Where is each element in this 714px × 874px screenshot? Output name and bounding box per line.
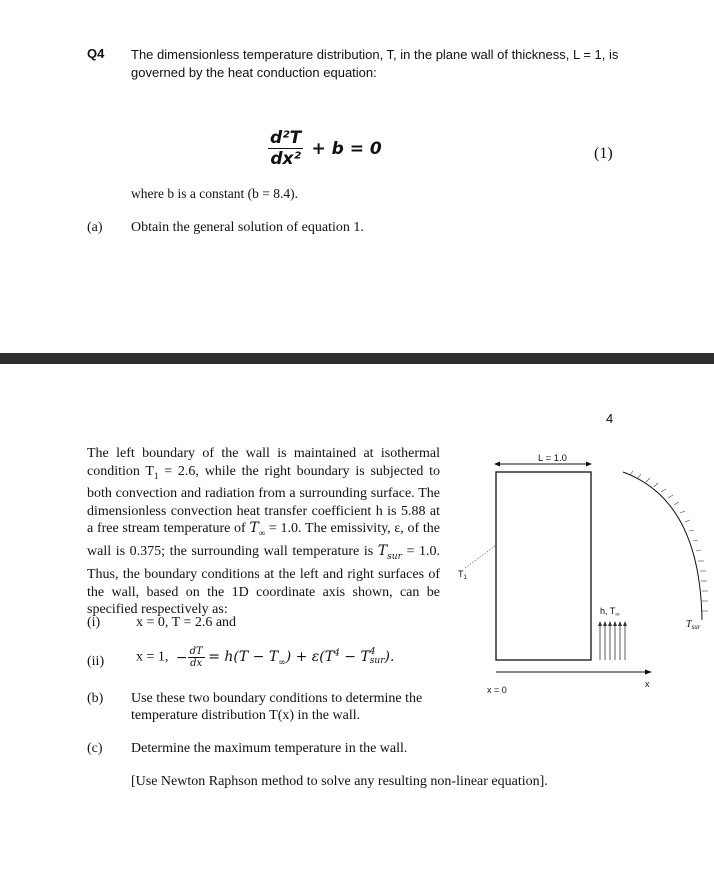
part-c-text: Determine the maximum temperature in the wall.: [131, 741, 408, 756]
where-text: where b is a constant (b = 8.4).: [131, 186, 298, 201]
rhs-end: ).: [384, 648, 395, 665]
t1-leader-line: [465, 546, 495, 568]
dTdx-numerator: dT: [189, 646, 203, 657]
x0-label: x = 0: [487, 685, 507, 695]
governing-equation: [268, 128, 382, 169]
equation-denominator: dx²: [270, 149, 301, 169]
part-a-label: (a): [87, 220, 103, 235]
para-text-1: The left boundary of the wall is maintained at isothermal condition T: [87, 446, 440, 479]
condition-i-label: (i): [87, 615, 101, 630]
h-tinf-label: h, $T_\infty$: [600, 606, 620, 618]
surface-hatching: [630, 471, 708, 611]
rhs-c-sub: sur: [369, 655, 385, 666]
equation-number: (1): [594, 145, 613, 162]
x-axis-label: x: [645, 679, 650, 689]
para-text-4: = 1.0. Thus, the boundary conditions at the left and right surfaces of the wall, based on the 1D coordinate axis shown, can be specified respectively as:: [87, 543, 440, 618]
part-b-line-2: temperature distribution T(x) in the wall.: [131, 708, 361, 723]
dTdx-denominator: dx: [190, 658, 203, 669]
length-arrow-left-head: [494, 462, 500, 467]
condition-i-text: x = 0, T = 2.6 and: [136, 615, 237, 630]
condition-ii-rhs: [208, 646, 395, 668]
equation-numerator: d²T: [270, 128, 302, 148]
part-c-label: (c): [87, 741, 103, 756]
question-number: Q4: [87, 46, 105, 61]
para-text-2: = 2.6, while the right boundary is subjected to both convection and radiation from a surrounding surface. The dimensionless convection heat transfer coefficient h is 5.88 at a free stream temperature of: [87, 463, 440, 537]
rhs-c-sup: 4: [369, 646, 376, 657]
condition-ii-minus: −: [175, 649, 188, 666]
rhs-c: − T: [339, 648, 370, 665]
length-arrow-right-head: [586, 462, 592, 467]
condition-ii-prefix: x = 1,: [136, 649, 169, 665]
condition-ii-label: (ii): [87, 654, 105, 669]
boundary-paragraph: [87, 445, 440, 619]
rhs-a: = h(T − T: [208, 648, 279, 665]
surrounding-surface: [623, 472, 702, 620]
convection-arrows: [598, 621, 627, 660]
page-number: 4: [606, 411, 614, 426]
para-tsur-sub: sur: [387, 551, 402, 562]
rhs-b: ) + ε(T: [285, 648, 335, 665]
wall-diagram: [440, 440, 714, 705]
para-tinf: T: [249, 520, 259, 537]
x-axis-head: [645, 670, 652, 675]
length-label: L = 1.0: [538, 453, 567, 464]
part-b-line-1: Use these two boundary conditions to determine the: [131, 691, 423, 706]
para-tsur: T: [377, 542, 388, 559]
rhs-b-sup: 4: [334, 647, 340, 658]
equation-rest: + b = 0: [311, 138, 382, 159]
newton-raphson-note: [Use Newton Raphson method to solve any resulting non-linear equation].: [131, 774, 548, 789]
para-sub-1: 1: [153, 470, 159, 481]
equation-fraction: [268, 128, 303, 169]
t1-label: $T_1$: [458, 569, 467, 581]
dTdx-fraction: [188, 646, 205, 669]
para-tinf-sub: ∞: [258, 527, 266, 538]
question-intro: The dimensionless temperature distribution, T, in the plane wall of thickness, L = 1, is governed by the heat conduction equation:: [131, 47, 619, 80]
part-a-text: Obtain the general solution of equation 1.: [131, 220, 364, 235]
page-separator: [0, 353, 714, 364]
para-text-3: = 1.0. The emissivity, ε, of the wall is 0.375; the surrounding wall temperature is: [87, 521, 441, 559]
condition-ii-equation: [136, 646, 394, 669]
wall-rectangle: [496, 472, 591, 660]
tsur-label: $T_{sur}$: [686, 619, 701, 631]
rhs-a-sub: ∞: [278, 657, 286, 668]
part-b-label: (b): [87, 691, 104, 706]
